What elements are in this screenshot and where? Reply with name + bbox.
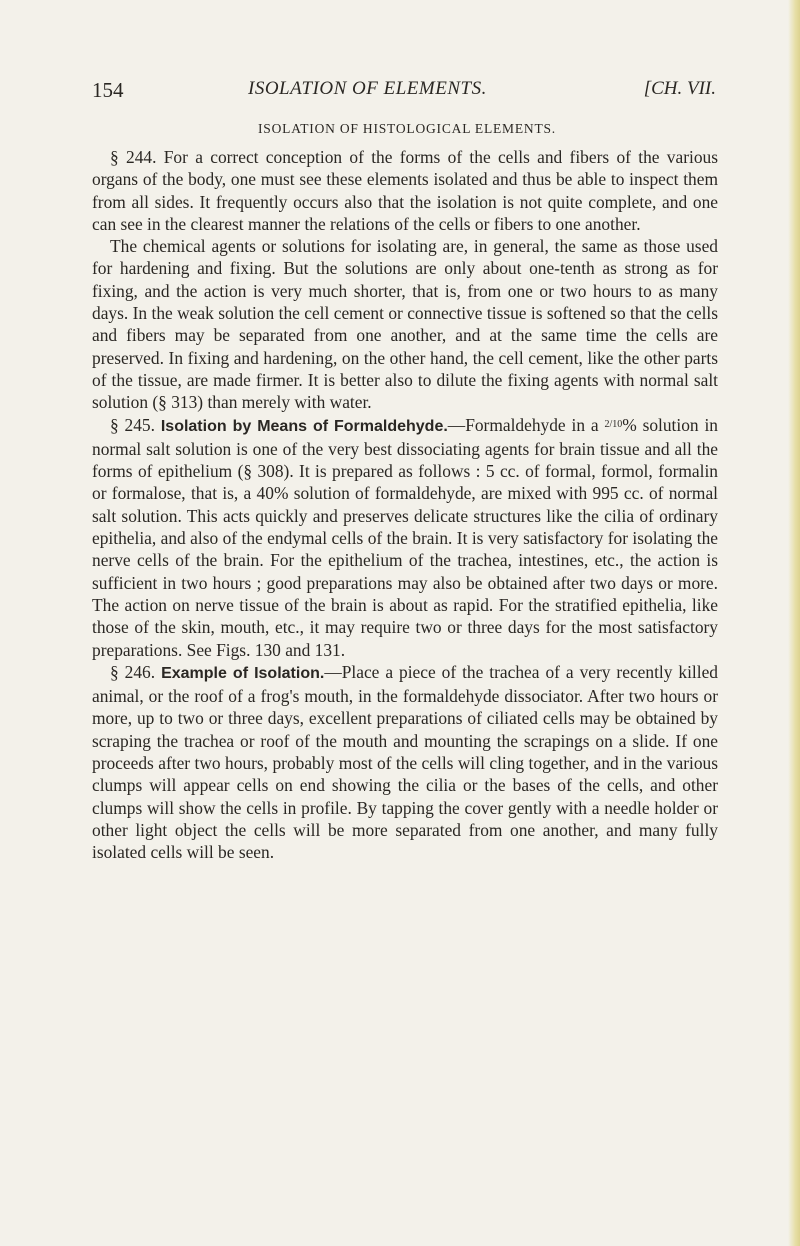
paragraph-lead: —Formaldehyde in a bbox=[447, 414, 605, 435]
section-number: § 246. bbox=[110, 661, 156, 682]
fraction: 2/10 bbox=[604, 418, 623, 430]
chapter-label: [CH. VII. bbox=[643, 78, 716, 99]
section-heading: ISOLATION OF HISTOLOGICAL ELEMENTS. bbox=[258, 121, 556, 136]
paragraph-heading: Example of Isolation. bbox=[161, 664, 325, 682]
page-number: 154 bbox=[92, 78, 124, 102]
running-title: ISOLATION OF ELEMENTS. bbox=[248, 78, 487, 99]
paragraph-246 bbox=[92, 661, 718, 864]
section-number: § 245. bbox=[110, 414, 155, 435]
paragraph-text: —Place a piece of the trachea of a very recently killed animal, or the roof of a frog's mouth, in the formaldehyde dissociator. After two hours or more, up to two or three days, excellent preparations of ciliated cells may be obtained by scraping the trachea or roof of the mouth and mounting the scrapings on a slide. If one proceeds after two hours, probably most of the cells will cling together, and in the various clumps will appear cells on end showing the cilia or the bases of the cells, and other clumps will show the cells in profile. By tapping the cover gently with a needle holder or other light object the cells will be more separated from one another, and many fully isolated cells will be seen. bbox=[92, 661, 719, 863]
paragraph-245 bbox=[92, 414, 718, 661]
running-head bbox=[92, 78, 716, 108]
paragraph-244: § 244. For a correct conception of the forms of the cells and fibers of the various organs of the body, one must see these elements isolated and thus be able to inspect them from all sides. It frequently occurs also that the isolation is not quite complete, and one can see in the clearest manner the relations of the cells or fibers to one another. bbox=[92, 147, 718, 234]
paragraph-text: % solution in normal salt solution is one of the very best dissociating agents for brain tissue and all the forms of epithelium (§ 308). It is prepared as follows : 5 cc. of formal, formol, formalin or formalose, that is, a 40% solution of formaldehyde, are mixed with 995 cc. of normal salt solution. This acts quickly and preserves delicate structures like the cilia of ordinary epithelia, and also of the endymal cells of the brain. It is very satisfactory for isolating the nerve cells of the brain. For the epithelium of the trachea, intestines, etc., the action is sufficient in two hours ; good preparations may also be obtained after two days or more. The action on nerve tissue of the brain is about as rapid. For the stratified epithelia, like those of the skin, mouth, etc., it may require two or three days for the most satisfactory preparations. See Figs. 130 and 131. bbox=[92, 414, 718, 660]
page-edge bbox=[788, 0, 800, 1246]
paragraph-heading: Isolation by Means of Formaldehyde. bbox=[160, 417, 448, 435]
body-text bbox=[92, 146, 718, 864]
paragraph-244-continued: The chemical agents or solutions for isolating are, in general, the same as those used for hardening and fixing. But the solutions are only about one-tenth as strong as for fixing, and the action is very much shorter, that is, from one or two hours to as many days. In the weak solution the cell cement or connective tissue is softened so that the cells and fibers may be separated from one another, and at the same time the cells are preserved. In fixing and hardening, on the other hand, the cell cement, like the other parts of the tissue, are made firmer. It is better also to dilute the fixing agents with normal salt solution (§ 313) than merely with water. bbox=[92, 236, 718, 413]
